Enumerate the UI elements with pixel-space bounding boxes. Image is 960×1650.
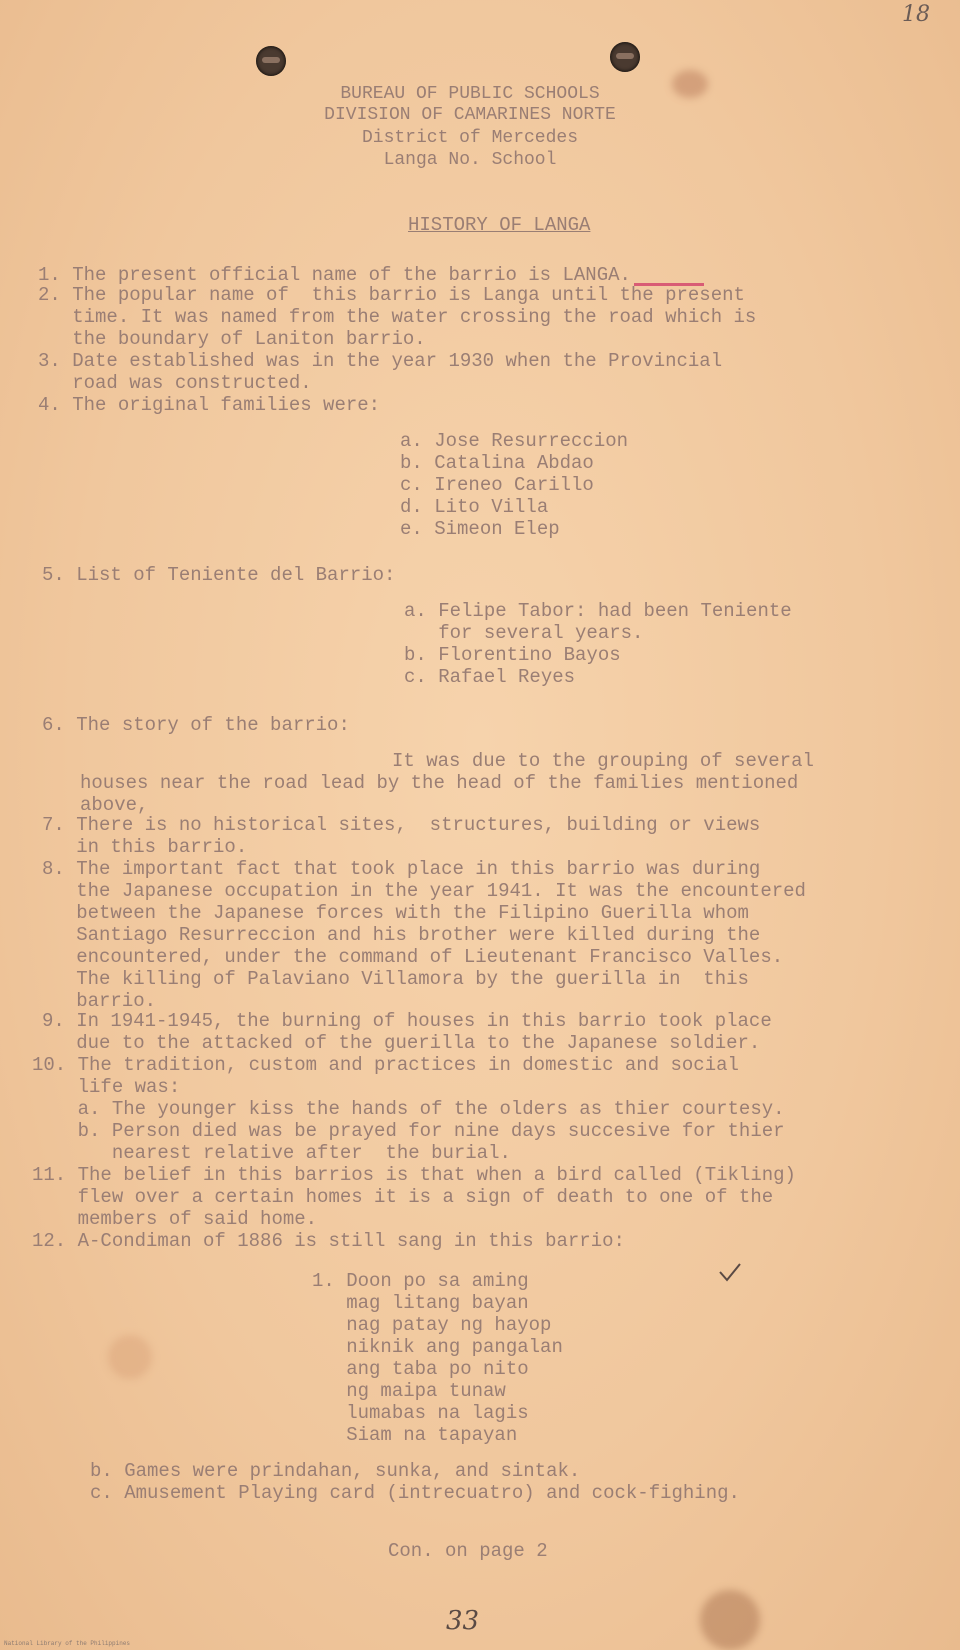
poem-line5: ang taba po nito	[312, 1358, 529, 1380]
poem-line7: lumabas na lagis	[312, 1402, 529, 1424]
item-10-line5: nearest relative after the burial.	[32, 1142, 511, 1164]
family-a: a. Jose Resurreccion	[400, 430, 629, 452]
story-line2: houses near the road lead by the head of the families mentioned	[80, 772, 799, 794]
family-c: c. Ireneo Carillo	[400, 474, 594, 496]
item-8-line6: The killing of Palaviano Villamora by the guerilla in this	[42, 968, 749, 990]
item-2-line1: 2. The popular name of this barrio is Langa until the present	[38, 284, 745, 306]
item-8-line1: 8. The important fact that took place in this barrio was during	[42, 858, 761, 880]
page-mark: 18	[902, 2, 930, 27]
teniente-c: c. Rafael Reyes	[404, 666, 576, 688]
item-8-line7: barrio.	[42, 990, 157, 1012]
teniente-a-line2: for several years.	[404, 622, 644, 644]
header-division: DIVISION OF CAMARINES NORTE	[324, 105, 616, 125]
item-12: 12. A-Condiman of 1886 is still sang in this barrio:	[32, 1230, 625, 1252]
item-10-line4: b. Person died was be prayed for nine days succesive for thier	[32, 1120, 785, 1142]
item-7-line1: 7. There is no historical sites, structures, building or views	[42, 814, 761, 836]
poem-line4: niknik ang pangalan	[312, 1336, 563, 1358]
header-school: Langa No. School	[383, 150, 557, 170]
item-10-line3: a. The younger kiss the hands of the olders as thier courtesy.	[32, 1098, 785, 1120]
item-8-line4: Santiago Resurreccion and his brother were killed during the	[42, 924, 761, 946]
continued-note: Con. on page 2	[388, 1540, 548, 1562]
item-8-line5: encountered, under the command of Lieutenant Francisco Valles.	[42, 946, 784, 968]
checkmark-icon	[680, 1244, 742, 1309]
item-5: 5. List of Teniente del Barrio:	[42, 564, 396, 586]
item-11-line1: 11. The belief in this barrios is that when a bird called (Tikling)	[32, 1164, 796, 1186]
item-2-line2: time. It was named from the water crossing the road which is	[38, 306, 757, 328]
archive-stamp: National Library of the Philippines	[4, 1640, 131, 1647]
item-1	[38, 264, 631, 286]
binder-hole-right	[610, 42, 640, 72]
stain-mark	[108, 1335, 152, 1379]
item-1-text: 1. The present official name of the barrio is LANGA.	[38, 264, 631, 286]
item-6: 6. The story of the barrio:	[42, 714, 350, 736]
story-line3: above,	[80, 794, 149, 816]
amusement-line: c. Amusement Playing card (intrecuatro) and cock-fighing.	[90, 1482, 740, 1504]
item-2-line3: the boundary of Laniton barrio.	[38, 328, 426, 350]
item-11-line2: flew over a certain homes it is a sign of death to one of the	[32, 1186, 774, 1208]
story-line1: It was due to the grouping of several	[392, 750, 814, 772]
teniente-b: b. Florentino Bayos	[404, 644, 621, 666]
poem-line3: nag patay ng hayop	[312, 1314, 552, 1336]
poem-line6: ng maipa tunaw	[312, 1380, 506, 1402]
teniente-a-line1: a. Felipe Tabor: had been Teniente	[404, 600, 792, 622]
document-title: HISTORY OF LANGA	[408, 214, 591, 236]
item-3-line2: road was constructed.	[38, 372, 312, 394]
item-8-line2: the Japanese occupation in the year 1941. It was the encountered	[42, 880, 806, 902]
poem-line2: mag litang bayan	[312, 1292, 529, 1314]
games-line: b. Games were prindahan, sunka, and sintak.	[90, 1460, 581, 1482]
family-e: e. Simeon Elep	[400, 518, 560, 540]
item-11-line3: members of said home.	[32, 1208, 318, 1230]
stain-mark	[700, 1590, 760, 1650]
page-number: 33	[446, 1606, 480, 1636]
item-10-line1: 10. The tradition, custom and practices in domestic and social	[32, 1054, 739, 1076]
family-d: d. Lito Villa	[400, 496, 549, 518]
item-4: 4. The original families were:	[38, 394, 381, 416]
header-bureau: BUREAU OF PUBLIC SCHOOLS	[340, 84, 600, 104]
item-8-line3: between the Japanese forces with the Filipino Guerilla whom	[42, 902, 749, 924]
item-3-line1: 3. Date established was in the year 1930 when the Provincial	[38, 350, 723, 372]
binder-hole-left	[256, 46, 286, 76]
family-b: b. Catalina Abdao	[400, 452, 594, 474]
item-10-line2: life was:	[32, 1076, 181, 1098]
item-7-line2: in this barrio.	[42, 836, 248, 858]
poem-line1: 1. Doon po sa aming	[312, 1270, 529, 1292]
item-9-line1: 9. In 1941-1945, the burning of houses in this barrio took place	[42, 1010, 772, 1032]
header-district: District of Mercedes	[361, 128, 579, 148]
item-9-line2: due to the attacked of the guerilla to the Japanese soldier.	[42, 1032, 761, 1054]
poem-line8: Siam na tapayan	[312, 1424, 518, 1446]
